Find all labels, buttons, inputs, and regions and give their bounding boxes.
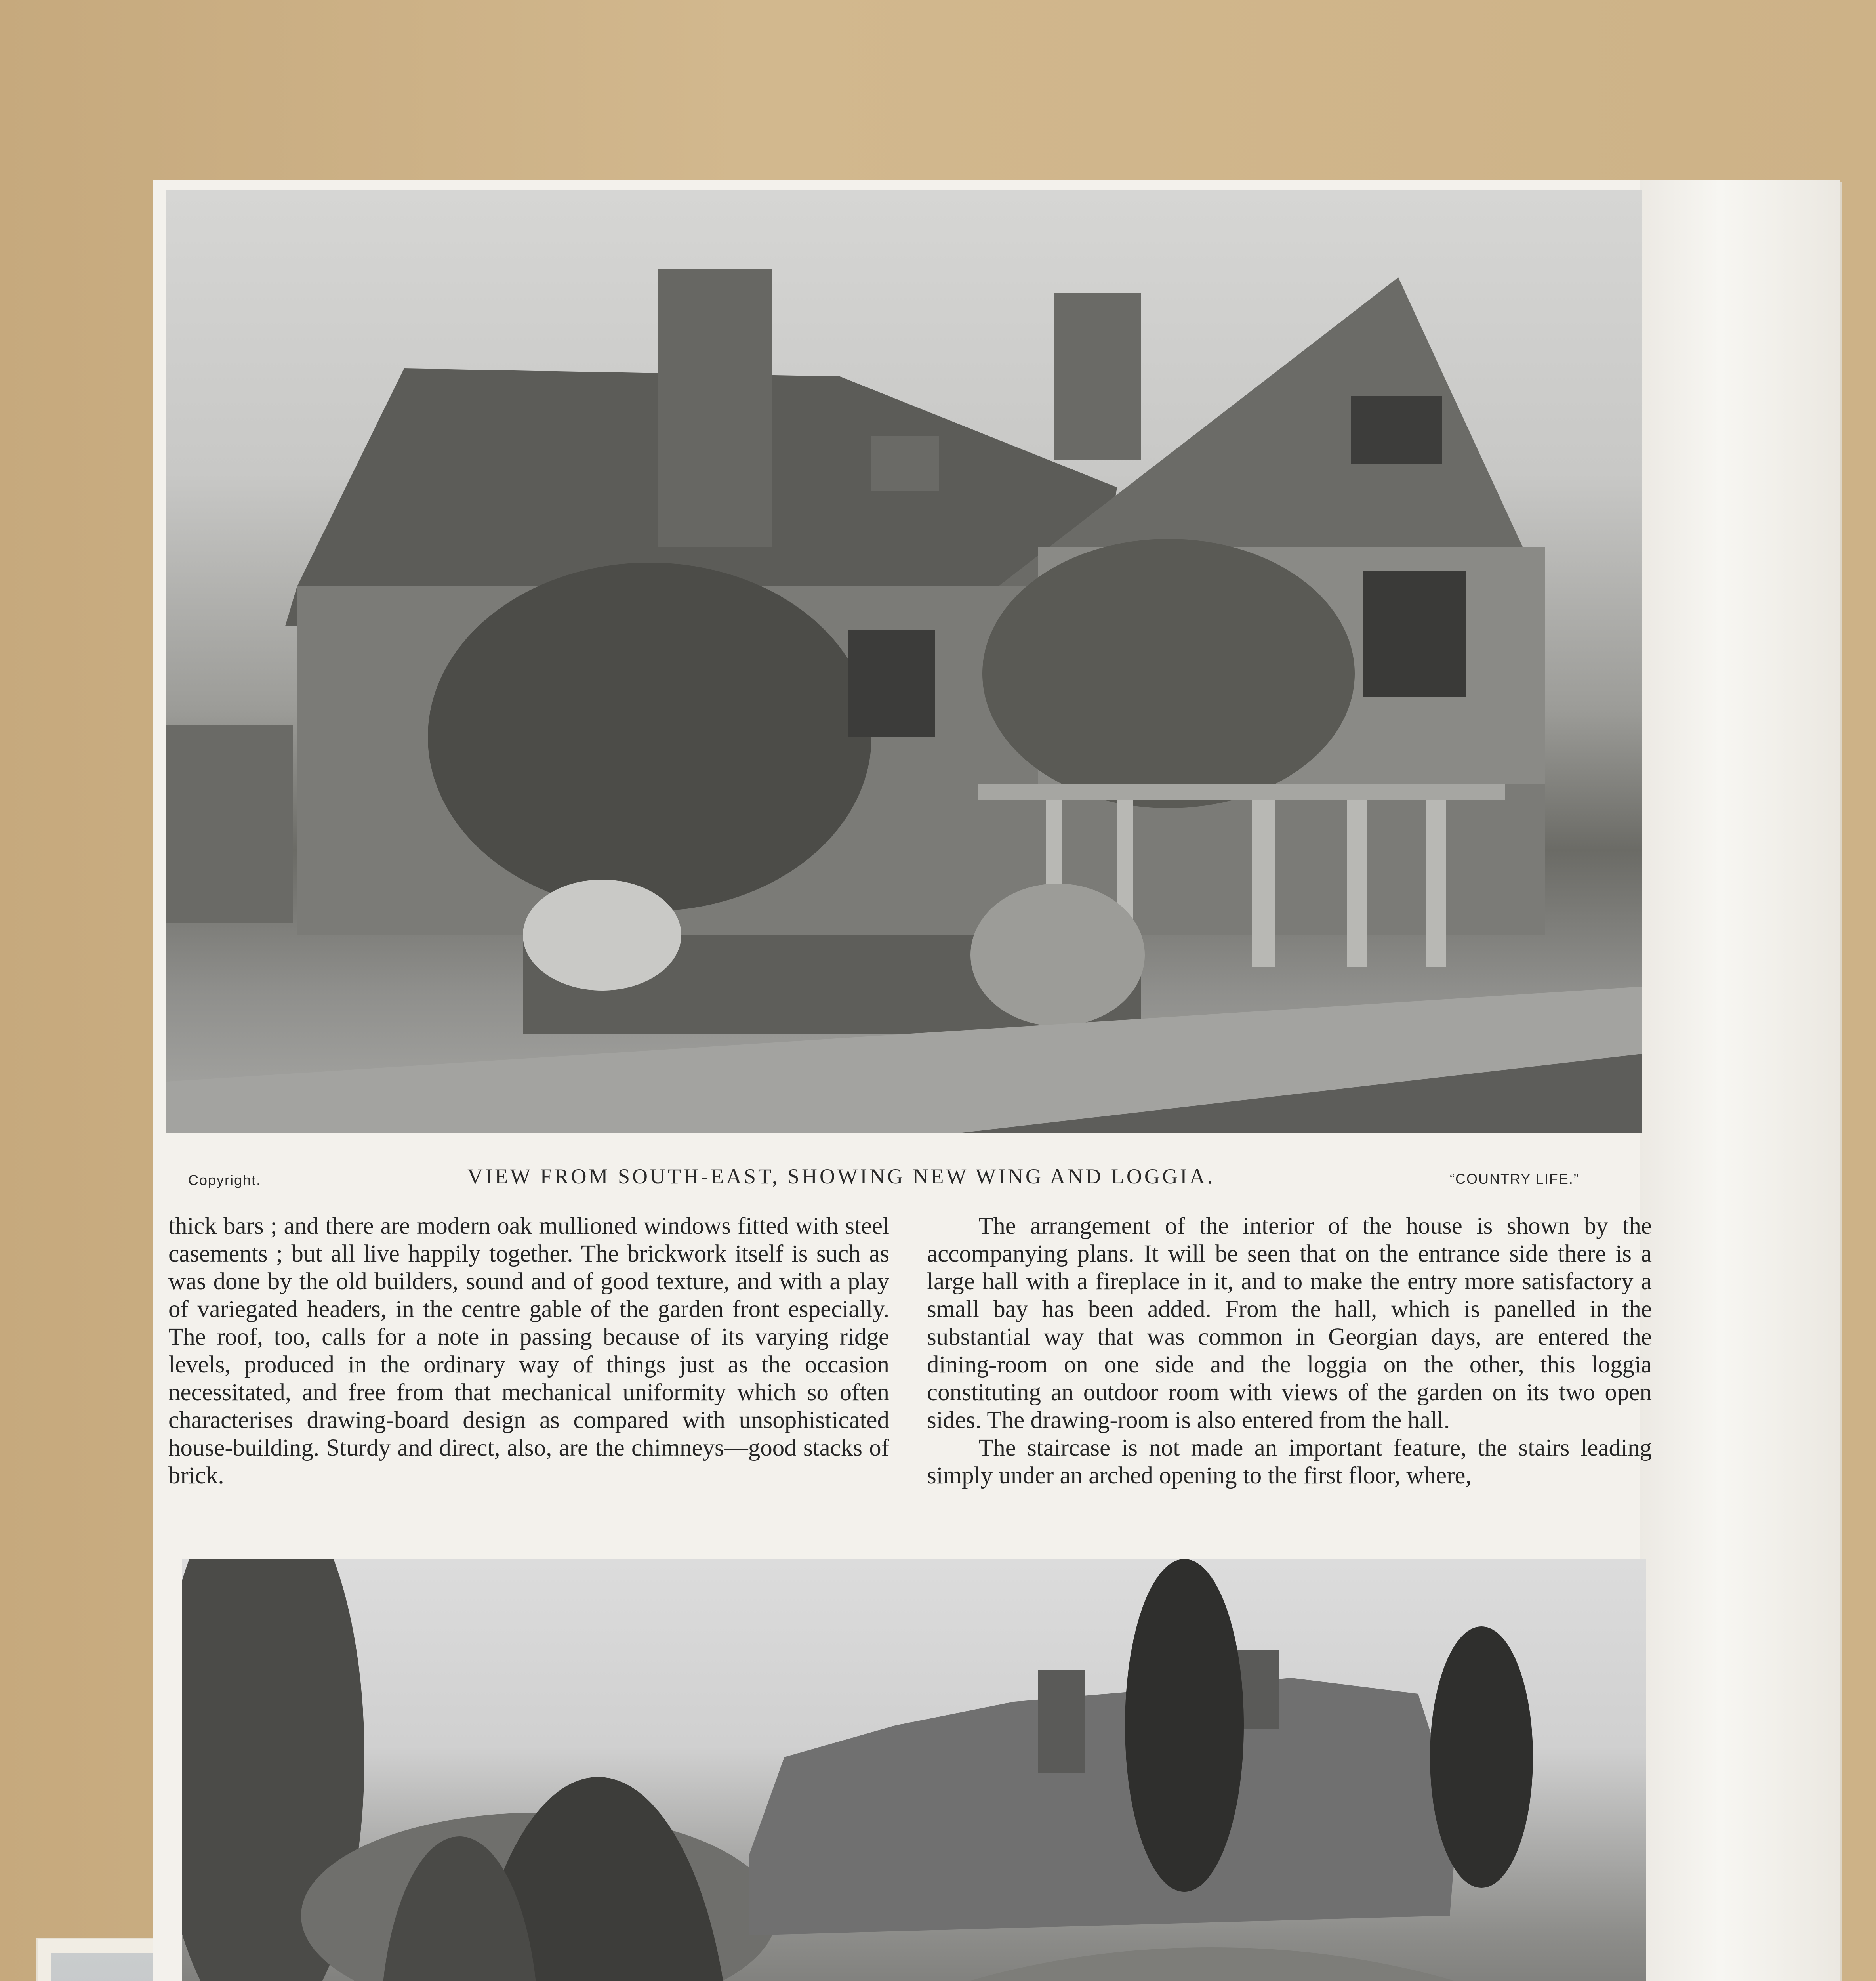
loggia-column xyxy=(1252,800,1275,967)
ivy-left xyxy=(428,563,871,911)
window xyxy=(1363,571,1466,697)
photo-caption-top: VIEW FROM SOUTH-EAST, SHOWING NEW WING AND LOGGIA. xyxy=(467,1164,1215,1188)
copyright-label-top: Copyright. xyxy=(188,1172,261,1188)
credit-label-top: “COUNTRY LIFE.” xyxy=(1450,1171,1579,1187)
left-trees xyxy=(166,725,293,923)
window xyxy=(1351,396,1442,464)
shrub xyxy=(523,880,681,990)
text-column-left xyxy=(168,1212,889,1490)
shrub xyxy=(970,884,1145,1026)
text-column-right xyxy=(927,1212,1652,1490)
flower-border xyxy=(697,1947,1646,1981)
cypress-tree xyxy=(1125,1559,1244,1892)
cypress-tree xyxy=(1430,1626,1533,1888)
ivy-right xyxy=(982,539,1355,808)
chimney xyxy=(1038,1670,1085,1773)
grass-walk-photo xyxy=(182,1559,1646,1981)
chimney-left xyxy=(658,269,772,547)
page-right-margin xyxy=(1640,180,1840,1981)
chimney-small xyxy=(871,436,939,491)
paragraph: The arrangement of the interior of the house is shown by the accompanying plans. It will be seen that on the entrance side there is a large hall with a fireplace in it, and to make the entry more satisfactory a small bay has been added. From the hall, which is panelled in the substantial way that was common in Georgian days, are entered the dining-room on one side and the loggia on the other, this loggia constituting an outdoor room with views of the garden on its two open sides. The drawing-room is also entered from the hall. xyxy=(927,1213,1652,1433)
paragraph: The staircase is not made an important feature, the stairs leading simply under an arched opening to the first floor, where, xyxy=(927,1435,1652,1489)
loggia-column xyxy=(1426,800,1446,967)
distant-house xyxy=(749,1678,1458,1935)
garden-illustration xyxy=(182,1559,1646,1981)
loggia-column xyxy=(1347,800,1367,967)
house-illustration xyxy=(166,190,1642,1133)
chimney-right xyxy=(1054,293,1141,460)
loggia-beam xyxy=(978,784,1505,800)
view-from-south-east-photo xyxy=(166,190,1642,1133)
window xyxy=(848,630,935,737)
paragraph: thick bars ; and there are modern oak mullioned windows fitted with steel casements ; but all live happily together. The brickwork itself is such as was done by the old builders, sound and of good texture, and with a play of variegated headers, in the centre gable of the garden front especially. The roof, too, calls for a note in passing because of its varying ridge levels, produced in the ordinary way of things just as the occasion necessitated, and free from that mechanical uniformity which so often characterises drawing-board design as compared with unsophisticated house-building. Sturdy and direct, also, are the chimneys—good stacks of brick. xyxy=(168,1213,889,1489)
